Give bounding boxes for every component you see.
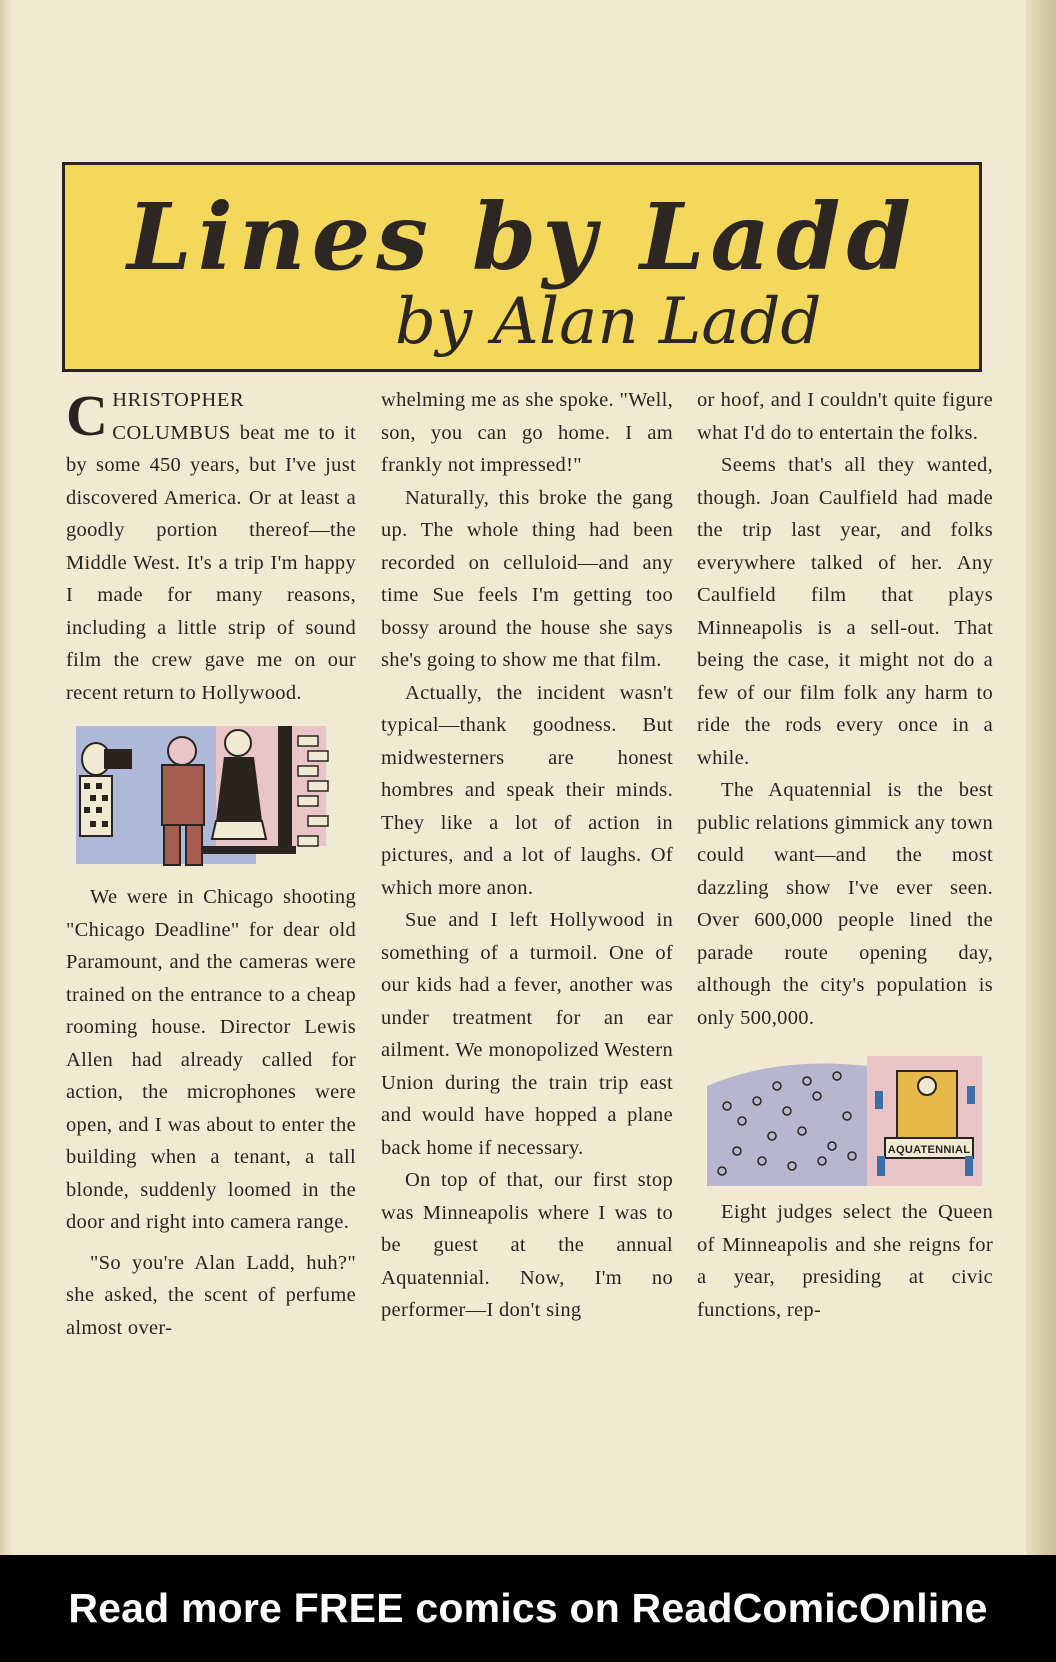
paragraph-text: The Aquatennial is the best public relations gimmick any town could want—and the most dazzling show I've ever seen. Over 600,000 people lined the parade route opening day, although the city's population is only 500,000. bbox=[697, 779, 993, 1029]
page-edge-left bbox=[0, 0, 14, 1555]
paragraph: whelming me as she spoke. "Well, son, you can go home. I am frankly not impressed!" bbox=[381, 389, 673, 476]
paragraph: Seems that's all they wanted, though. Joan Caulfield had made the trip last year, and folks everywhere talked of her. Any Caulfield film that plays Minneapolis is a sell-out. That being the case, it might not do a few of our film folk any harm to ride the rods every once in a while. bbox=[697, 454, 993, 769]
article-column-2 bbox=[381, 384, 673, 1327]
promo-banner[interactable] bbox=[0, 1555, 1056, 1662]
byline: by Alan Ladd bbox=[395, 285, 822, 359]
article-column-3 bbox=[697, 384, 993, 1326]
title-banner bbox=[62, 162, 982, 372]
film-set-illustration bbox=[66, 721, 356, 871]
aquatennial-sign: AQUATENNIAL bbox=[887, 1144, 971, 1156]
paragraph: Naturally, this broke the gang up. The whole thing had been recorded on celluloid—and any time Sue feels I'm getting too bossy around the house she says she's going to show me that film. bbox=[381, 486, 673, 671]
paragraph: On top of that, our first stop was Minneapolis where I was to be guest at the annual Aquatennial. Now, I'm no performer—I don't sing bbox=[381, 1169, 673, 1321]
paragraph bbox=[66, 384, 356, 709]
paragraph: We were in Chicago shooting "Chicago Deadline" for dear old Paramount, and the cameras were trained on the entrance to a cheap rooming house. Director Lewis Allen had already called for action, the microphones were open, and I was about to enter the building when a tenant, a tall blonde, suddenly loomed in the door and right into camera range. bbox=[66, 886, 356, 1233]
paragraph: Actually, the incident wasn't typical—thank goodness. But midwesterners are honest hombres and speak their minds. They like a lot of action in pictures, and a lot of laughs. Of which more anon. bbox=[381, 681, 673, 899]
paragraph: Sue and I left Hollywood in something of a turmoil. One of our kids had a fever, another was under treatment for an ear ailment. We monopolized Western Union during the train trip east and would have hopped a plane back home if necessary. bbox=[381, 909, 673, 1159]
page-title: Lines by Ladd bbox=[127, 183, 917, 291]
lead-caps: HRISTOPHER COLUMBUS bbox=[112, 389, 245, 444]
paragraph: "So you're Alan Ladd, huh?" she asked, the scent of perfume almost over- bbox=[66, 1251, 356, 1339]
drop-cap: C bbox=[66, 383, 109, 448]
aquatennial-parade-illustration bbox=[697, 1046, 993, 1186]
article-column-1 bbox=[66, 384, 356, 1344]
paragraph: or hoof, and I couldn't quite figure what I'd do to entertain the folks. bbox=[697, 389, 993, 444]
paragraph-text: beat me to it by some 450 years, but I've just discovered America. Or at least a goodly portion thereof—the Middle West. It's a trip I'm happy I made for many reasons, including a little strip of sound film the crew gave me on our recent return to Hollywood. bbox=[66, 421, 356, 704]
page-edge-right bbox=[1026, 0, 1056, 1555]
promo-banner-text[interactable]: Read more FREE comics on ReadComicOnline bbox=[68, 1585, 988, 1631]
paragraph bbox=[697, 774, 993, 1034]
paragraph: Eight judges select the Queen of Minneapolis and she reigns for a year, presiding at civic functions, rep- bbox=[697, 1201, 993, 1321]
